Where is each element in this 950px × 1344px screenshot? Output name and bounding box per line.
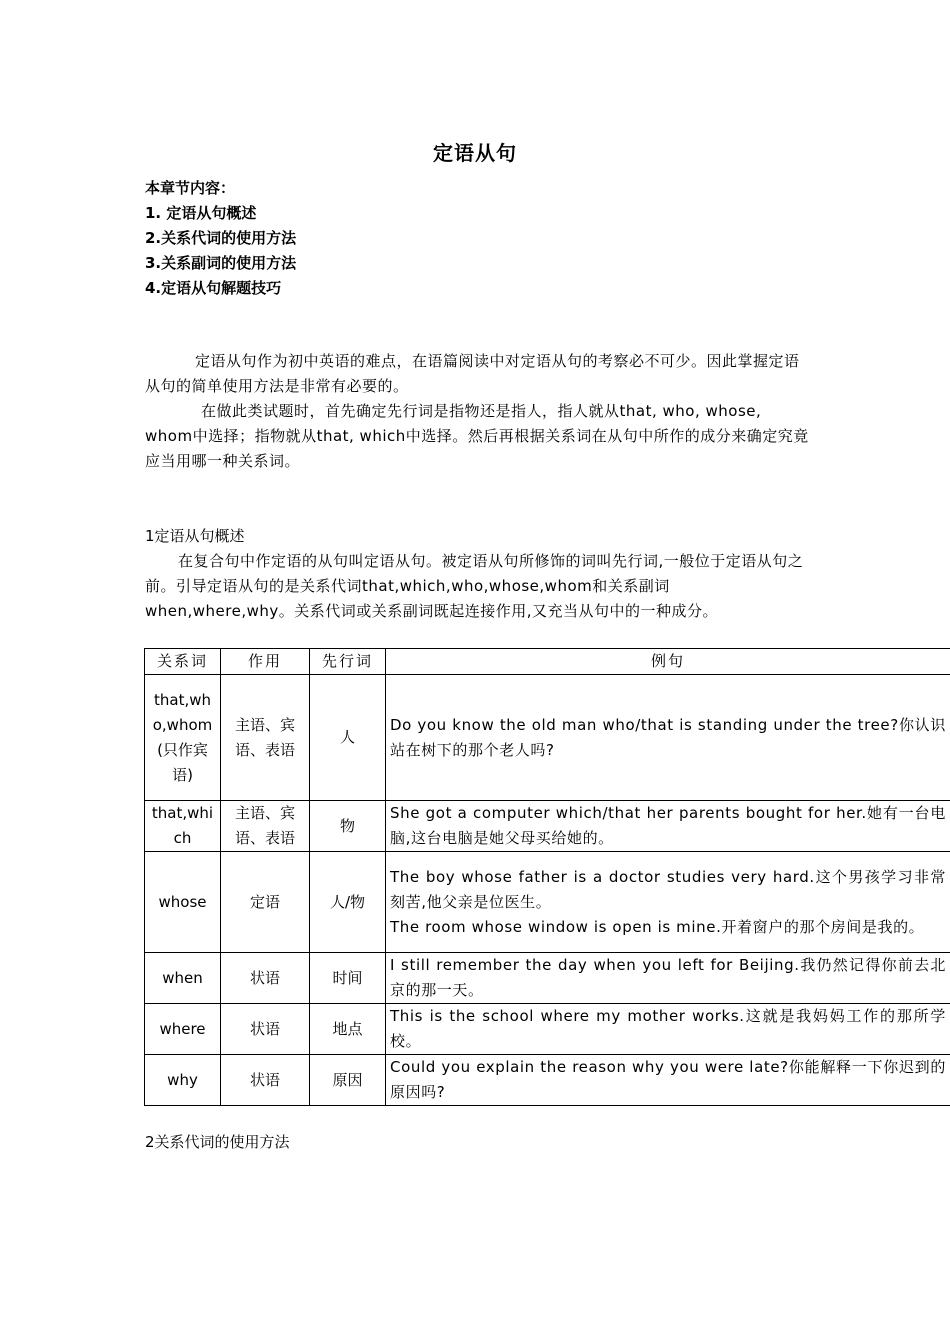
role-cell: 定语	[221, 852, 310, 953]
antecedent-cell: 人/物	[310, 852, 386, 953]
example-sentence: Could you explain the reason why you were late?你能解释一下你迟到的原因吗?	[390, 1058, 946, 1101]
table-row	[145, 953, 950, 1004]
column-header: 关系词	[145, 649, 221, 675]
contents-heading: 本章节内容：	[145, 179, 236, 197]
antecedent-cell: 时间	[310, 953, 386, 1004]
table-row	[145, 852, 950, 953]
example-cell	[386, 675, 950, 801]
example-sentence: She got a computer which/that her parents bought for her.她有一台电脑,这台电脑是她父母买给她的。	[390, 804, 946, 847]
role-cell: 状语	[221, 1004, 310, 1055]
contents-item: 4.定语从句解题技巧	[145, 279, 282, 297]
example-cell	[386, 801, 950, 852]
table-header-row	[145, 649, 950, 675]
section-heading: 2关系代词的使用方法	[145, 1133, 290, 1151]
antecedent-cell: 地点	[310, 1004, 386, 1055]
antecedent-cell: 物	[310, 801, 386, 852]
table-row	[145, 801, 950, 852]
intro-paragraph: 定语从句作为初中英语的难点，在语篇阅读中对定语从句的考察必不可少。因此掌握定语从句的简单使用方法是非常有必要的。	[145, 352, 800, 395]
table-row	[145, 675, 950, 801]
role-cell: 主语、宾语、表语	[221, 675, 310, 801]
example-sentence: I still remember the day when you left for Beijing.我仍然记得你前去北京的那一天。	[390, 956, 946, 999]
example-sentence: This is the school where my mother works.这就是我妈妈工作的那所学校。	[390, 1007, 946, 1050]
example-sentence: Do you know the old man who/that is standing under the tree?你认识站在树下的那个老人吗?	[390, 715, 946, 759]
column-header: 先行词	[310, 649, 386, 675]
example-sentence: The room whose window is open is mine.开着窗户的那个房间是我的。	[390, 917, 925, 936]
antecedent-cell: 人	[310, 675, 386, 801]
column-header: 作用	[221, 649, 310, 675]
relative-words-table	[144, 648, 950, 1106]
section-paragraph: 在复合句中作定语的从句叫定语从句。被定语从句所修饰的词叫先行词,一般位于定语从句之前。引导定语从句的是关系代词that,which,who,whose,whom和关系副词when,where,why。关系代词或关系副词既起连接作用,又充当从句中的一种成分。	[145, 552, 804, 620]
intro-text	[145, 349, 810, 474]
contents-item: 1. 定语从句概述	[145, 204, 257, 222]
antecedent-cell: 原因	[310, 1055, 386, 1106]
section-body	[145, 549, 810, 624]
relative-word-cell: that,who,whom(只作宾语)	[145, 675, 221, 801]
table-row	[145, 1055, 950, 1106]
example-cell	[386, 852, 950, 953]
relative-word-cell: when	[145, 953, 221, 1004]
section-heading: 1定语从句概述	[145, 527, 245, 545]
example-cell	[386, 953, 950, 1004]
contents-item: 3.关系副词的使用方法	[145, 254, 297, 272]
intro-paragraph: 在做此类试题时，首先确定先行词是指物还是指人，指人就从that, who, whose, whom中选择；指物就从that, which中选择。然后再根据关系词在从句中所作的成分来确定究竟应当用哪一种关系词。	[145, 402, 809, 470]
example-sentence: The boy whose father is a doctor studies very hard.这个男孩学习非常刻苦,他父亲是位医生。	[390, 867, 946, 911]
contents-item: 2.关系代词的使用方法	[145, 229, 297, 247]
example-cell	[386, 1004, 950, 1055]
relative-word-cell: where	[145, 1004, 221, 1055]
role-cell: 状语	[221, 1055, 310, 1106]
role-cell: 状语	[221, 953, 310, 1004]
page-title: 定语从句	[433, 141, 517, 165]
relative-word-cell: why	[145, 1055, 221, 1106]
relative-word-cell: whose	[145, 852, 221, 953]
example-cell	[386, 1055, 950, 1106]
table-row	[145, 1004, 950, 1055]
chapter-contents	[145, 176, 296, 301]
column-header: 例句	[386, 649, 950, 675]
role-cell: 主语、宾语、表语	[221, 801, 310, 852]
relative-word-cell: that,which	[145, 801, 221, 852]
